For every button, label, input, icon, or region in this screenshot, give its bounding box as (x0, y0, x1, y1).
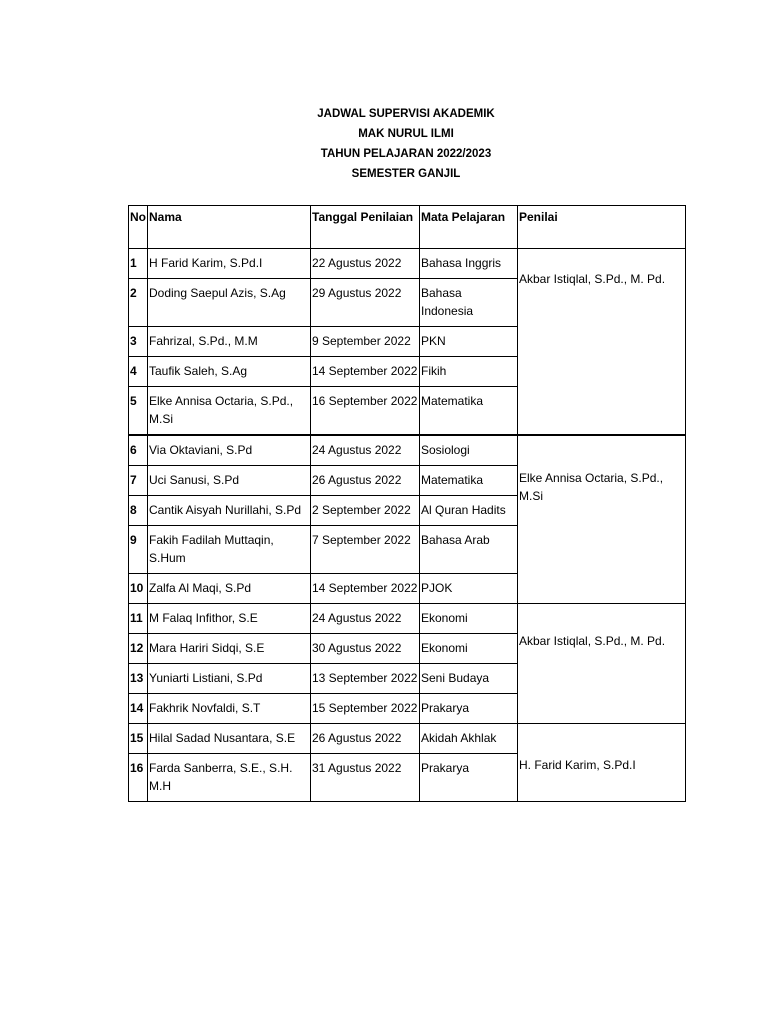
cell-mapel: Fikih (420, 357, 518, 387)
column-header-mapel: Mata Pelajaran (420, 206, 518, 249)
table-row (129, 435, 686, 466)
cell-tanggal: 7 September 2022 (311, 526, 420, 574)
cell-mapel: Sosiologi (420, 435, 518, 466)
cell-no: 2 (129, 279, 148, 327)
cell-penilai: H. Farid Karim, S.Pd.I (518, 724, 686, 802)
cell-mapel: PJOK (420, 574, 518, 604)
cell-mapel: PKN (420, 327, 518, 357)
cell-tanggal: 30 Agustus 2022 (311, 634, 420, 664)
schedule-table (128, 205, 686, 802)
cell-mapel: Ekonomi (420, 634, 518, 664)
cell-tanggal: 24 Agustus 2022 (311, 604, 420, 634)
cell-tanggal: 2 September 2022 (311, 496, 420, 526)
heading-year: TAHUN PELAJARAN 2022/2023 (320, 148, 492, 160)
cell-no: 15 (129, 724, 148, 754)
document-heading (0, 104, 768, 184)
cell-no: 10 (129, 574, 148, 604)
cell-tanggal: 24 Agustus 2022 (311, 435, 420, 466)
cell-nama: Via Oktaviani, S.Pd (148, 435, 311, 466)
table-header-row (129, 206, 686, 249)
cell-nama: Taufik Saleh, S.Ag (148, 357, 311, 387)
cell-nama: Hilal Sadad Nusantara, S.E (148, 724, 311, 754)
column-header-nama: Nama (148, 206, 311, 249)
cell-no: 3 (129, 327, 148, 357)
cell-nama: H Farid Karim, S.Pd.I (148, 249, 311, 279)
cell-mapel: Bahasa Indonesia (420, 279, 518, 327)
cell-tanggal: 13 September 2022 (311, 664, 420, 694)
table-row (129, 724, 686, 754)
cell-nama: Zalfa Al Maqi, S.Pd (148, 574, 311, 604)
cell-no: 1 (129, 249, 148, 279)
cell-nama: Fahrizal, S.Pd., M.M (148, 327, 311, 357)
column-header-penilai: Penilai (518, 206, 686, 249)
cell-no: 9 (129, 526, 148, 574)
cell-mapel: Ekonomi (420, 604, 518, 634)
cell-mapel: Matematika (420, 466, 518, 496)
column-header-no: No (129, 206, 148, 249)
cell-nama: M Falaq Infithor, S.E (148, 604, 311, 634)
cell-tanggal: 26 Agustus 2022 (311, 724, 420, 754)
column-header-tanggal: Tanggal Penilaian (311, 206, 420, 249)
cell-tanggal: 14 September 2022 (311, 357, 420, 387)
cell-penilai: Elke Annisa Octaria, S.Pd., M.Si (518, 435, 686, 604)
cell-nama: Doding Saepul Azis, S.Ag (148, 279, 311, 327)
cell-no: 13 (129, 664, 148, 694)
heading-semester: SEMESTER GANJIL (351, 168, 461, 180)
cell-no: 12 (129, 634, 148, 664)
cell-mapel: Matematika (420, 387, 518, 436)
cell-nama: Fakih Fadilah Muttaqin, S.Hum (148, 526, 311, 574)
cell-tanggal: 22 Agustus 2022 (311, 249, 420, 279)
cell-nama: Elke Annisa Octaria, S.Pd., M.Si (148, 387, 311, 436)
cell-no: 16 (129, 754, 148, 802)
cell-nama: Uci Sanusi, S.Pd (148, 466, 311, 496)
table-row (129, 249, 686, 279)
cell-mapel: Bahasa Arab (420, 526, 518, 574)
cell-mapel: Prakarya (420, 754, 518, 802)
cell-no: 5 (129, 387, 148, 436)
cell-tanggal: 9 September 2022 (311, 327, 420, 357)
cell-penilai: Akbar Istiqlal, S.Pd., M. Pd. (518, 604, 686, 724)
cell-no: 4 (129, 357, 148, 387)
cell-no: 11 (129, 604, 148, 634)
cell-nama: Yuniarti Listiani, S.Pd (148, 664, 311, 694)
cell-nama: Fakhrik Novfaldi, S.T (148, 694, 311, 724)
cell-tanggal: 16 September 2022 (311, 387, 420, 436)
table-row (129, 604, 686, 634)
cell-nama: Farda Sanberra, S.E., S.H. M.H (148, 754, 311, 802)
cell-no: 8 (129, 496, 148, 526)
cell-tanggal: 31 Agustus 2022 (311, 754, 420, 802)
cell-nama: Mara Hariri Sidqi, S.E (148, 634, 311, 664)
cell-mapel: Al Quran Hadits (420, 496, 518, 526)
heading-title: JADWAL SUPERVISI AKADEMIK (317, 108, 495, 120)
cell-penilai: Akbar Istiqlal, S.Pd., M. Pd. (518, 249, 686, 436)
cell-tanggal: 15 September 2022 (311, 694, 420, 724)
cell-tanggal: 29 Agustus 2022 (311, 279, 420, 327)
cell-no: 7 (129, 466, 148, 496)
cell-no: 6 (129, 435, 148, 466)
cell-mapel: Bahasa Inggris (420, 249, 518, 279)
cell-tanggal: 26 Agustus 2022 (311, 466, 420, 496)
heading-school: MAK NURUL ILMI (358, 128, 454, 140)
cell-nama: Cantik Aisyah Nurillahi, S.Pd (148, 496, 311, 526)
cell-mapel: Akidah Akhlak (420, 724, 518, 754)
cell-no: 14 (129, 694, 148, 724)
cell-tanggal: 14 September 2022 (311, 574, 420, 604)
cell-mapel: Prakarya (420, 694, 518, 724)
cell-mapel: Seni Budaya (420, 664, 518, 694)
